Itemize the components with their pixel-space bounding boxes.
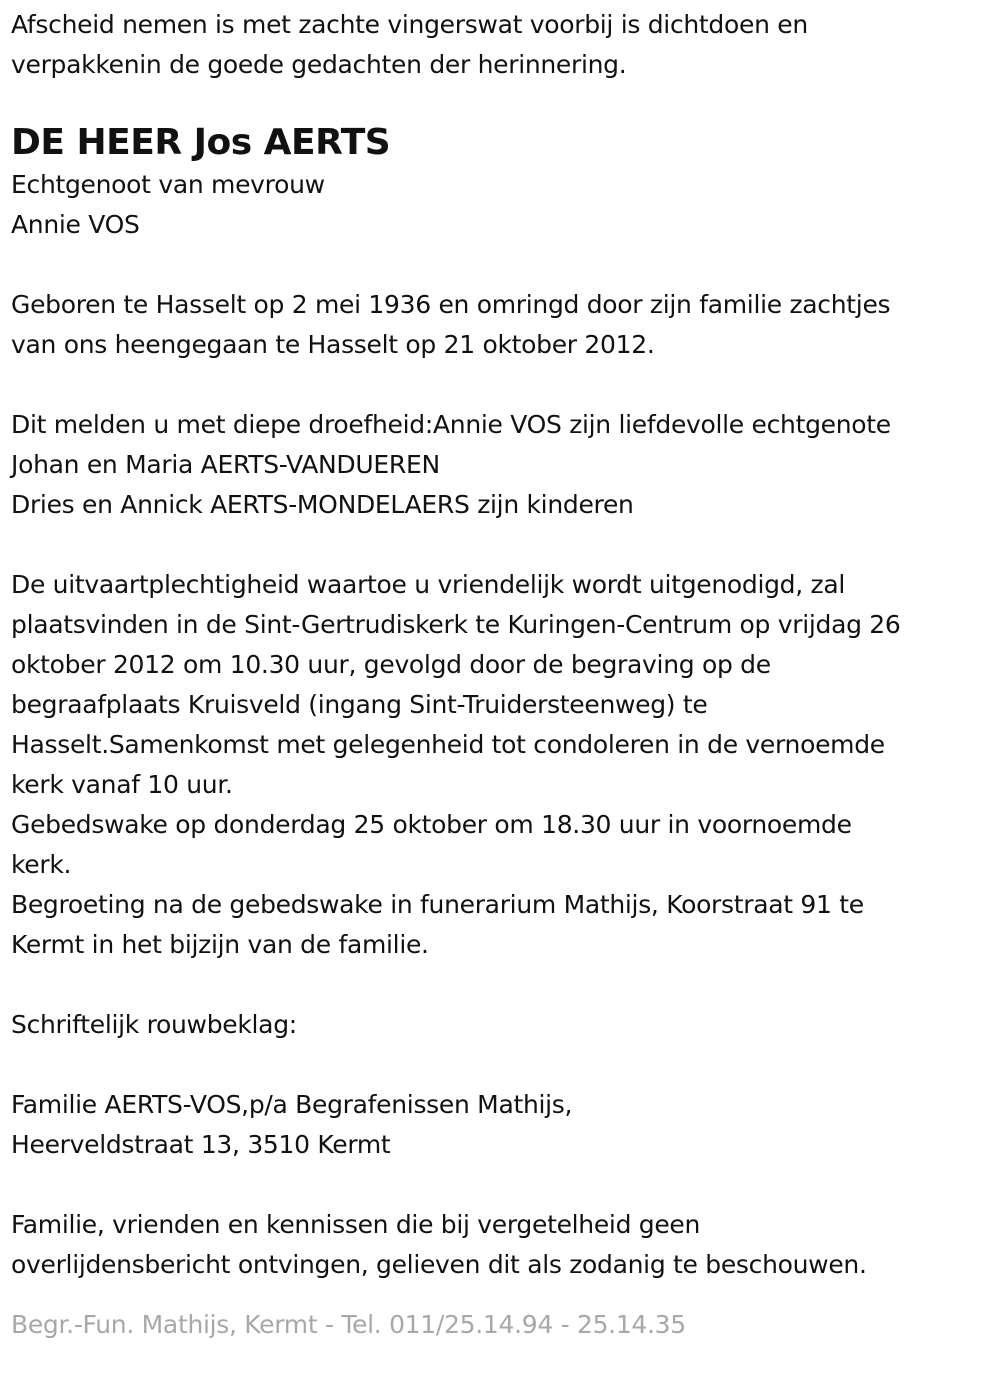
ceremony-line: kerk. bbox=[11, 850, 72, 879]
intro-quote bbox=[11, 5, 991, 85]
ceremony-line: plaatsvinden in de Sint-Gertrudiskerk te Kuringen-Centrum op vrijdag 26 bbox=[11, 610, 901, 639]
condolences-heading: Schriftelijk rouwbeklag: bbox=[11, 1010, 297, 1039]
birth-line: van ons heengegaan te Hasselt op 21 oktober 2012. bbox=[11, 330, 655, 359]
ceremony-line: De uitvaartplechtigheid waartoe u vriendelijk wordt uitgenodigd, zal bbox=[11, 570, 846, 599]
spouse-line: Annie VOS bbox=[11, 210, 140, 239]
spouse-block bbox=[11, 165, 991, 245]
spouse-line: Echtgenoot van mevrouw bbox=[11, 170, 325, 199]
intro-line: Afscheid nemen is met zachte vingerswat voorbij is dichtdoen en bbox=[11, 10, 808, 39]
spacer bbox=[11, 1165, 991, 1205]
notice-line: overlijdensbericht ontvingen, gelieven dit als zodanig te beschouwen. bbox=[11, 1250, 867, 1279]
spacer bbox=[11, 1045, 991, 1085]
spacer bbox=[11, 365, 991, 405]
family-line: Dries en Annick AERTS-MONDELAERS zijn kinderen bbox=[11, 490, 634, 519]
ceremony-paragraph bbox=[11, 565, 991, 965]
ceremony-line: Hasselt.Samenkomst met gelegenheid tot condoleren in de vernoemde bbox=[11, 730, 885, 759]
ceremony-line: begraafplaats Kruisveld (ingang Sint-Truidersteenweg) te bbox=[11, 690, 708, 719]
intro-line: verpakkenin de goede gedachten der herinnering. bbox=[11, 50, 627, 79]
address-line: Familie AERTS-VOS,p/a Begrafenissen Mathijs, bbox=[11, 1090, 573, 1119]
address-line: Heerveldstraat 13, 3510 Kermt bbox=[11, 1130, 391, 1159]
birth-line: Geboren te Hasselt op 2 mei 1936 en omringd door zijn familie zachtjes bbox=[11, 290, 891, 319]
notice-paragraph bbox=[11, 1205, 991, 1285]
ceremony-line: kerk vanaf 10 uur. bbox=[11, 770, 233, 799]
spacer bbox=[11, 245, 991, 285]
ceremony-line: Gebedswake op donderdag 25 oktober om 18.30 uur in voornoemde bbox=[11, 810, 852, 839]
obituary-document bbox=[11, 5, 991, 1345]
family-line: Johan en Maria AERTS-VANDUEREN bbox=[11, 450, 440, 479]
condolences-address bbox=[11, 1085, 991, 1165]
notice-line: Familie, vrienden en kennissen die bij vergetelheid geen bbox=[11, 1210, 701, 1239]
ceremony-line: oktober 2012 om 10.30 uur, gevolgd door de begraving op de bbox=[11, 650, 771, 679]
deceased-name: DE HEER Jos AERTS bbox=[11, 122, 391, 163]
spacer bbox=[11, 965, 991, 1005]
funeral-home-footer: Begr.-Fun. Mathijs, Kermt - Tel. 011/25.14.94 - 25.14.35 bbox=[11, 1310, 686, 1339]
spacer bbox=[11, 525, 991, 565]
ceremony-line: Kermt in het bijzijn van de familie. bbox=[11, 930, 429, 959]
birth-paragraph bbox=[11, 285, 991, 365]
ceremony-line: Begroeting na de gebedswake in funerarium Mathijs, Koorstraat 91 te bbox=[11, 890, 864, 919]
family-line: Dit melden u met diepe droefheid:Annie VOS zijn liefdevolle echtgenote bbox=[11, 410, 891, 439]
family-paragraph bbox=[11, 405, 991, 525]
